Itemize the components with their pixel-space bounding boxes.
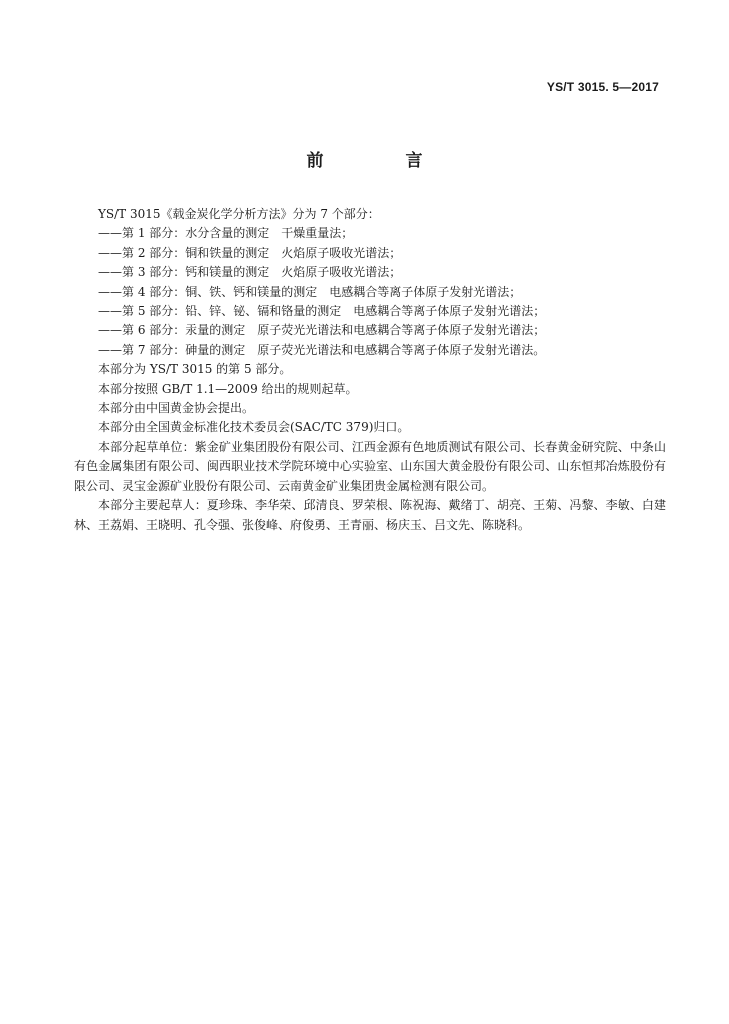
proposed-by-paragraph: 本部分由中国黄金协会提出。 <box>98 401 255 416</box>
drafting-units-paragraph: 本部分起草单位：紫金矿业集团股份有限公司、江西金源有色地质测试有限公司、长春黄金研究院、中条山有色金属集团有限公司、闽西职业技术学院环境中心实验室、山东国大黄金股份有限公司、山东恒邦冶炼股份有限公司、灵宝金源矿业股份有限公司、云南黄金矿业集团贵金属检测有限公司。 <box>74 439 666 493</box>
part-list-item: ——第 5 部分：铅、锌、铋、镉和铬量的测定 电感耦合等离子体原子发射光谱法； <box>98 304 546 319</box>
part-list-item: ——第 4 部分：铜、铁、钙和镁量的测定 电感耦合等离子体原子发射光谱法； <box>98 284 522 299</box>
document-code: YS/T 3015. 5—2017 <box>546 80 659 94</box>
drafting-rules-paragraph: 本部分按照 GB/T 1.1—2009 给出的规则起草。 <box>98 381 358 396</box>
foreword-body <box>74 205 666 535</box>
part-list-item: ——第 3 部分：钙和镁量的测定 火焰原子吸收光谱法； <box>98 265 402 280</box>
part-list-item: ——第 7 部分：砷量的测定 原子荧光光谱法和电感耦合等离子体原子发射光谱法。 <box>98 342 546 357</box>
part-list-item: ——第 6 部分：汞量的测定 原子荧光光谱法和电感耦合等离子体原子发射光谱法； <box>98 323 546 338</box>
page-title: 前 言 <box>306 151 461 171</box>
part-of-paragraph: 本部分为 YS/T 3015 的第 5 部分。 <box>98 362 292 377</box>
part-list-item: ——第 1 部分：水分含量的测定 干燥重量法； <box>98 226 354 241</box>
drafters-paragraph: 本部分主要起草人：夏珍珠、李华荣、邱清良、罗荣根、陈祝海、戴绪丁、胡亮、王菊、冯黎、李敏、白建林、王荔娟、王晓明、孔令强、张俊峰、府俊勇、王青丽、杨庆玉、吕文先、陈晓科。 <box>74 498 666 532</box>
part-list-item: ——第 2 部分：铜和铁量的测定 火焰原子吸收光谱法； <box>98 245 402 260</box>
intro-paragraph: YS/T 3015《载金炭化学分析方法》分为 7 个部分： <box>98 207 380 221</box>
centralized-by-paragraph: 本部分由全国黄金标准化技术委员会(SAC/TC 379)归口。 <box>98 420 410 435</box>
